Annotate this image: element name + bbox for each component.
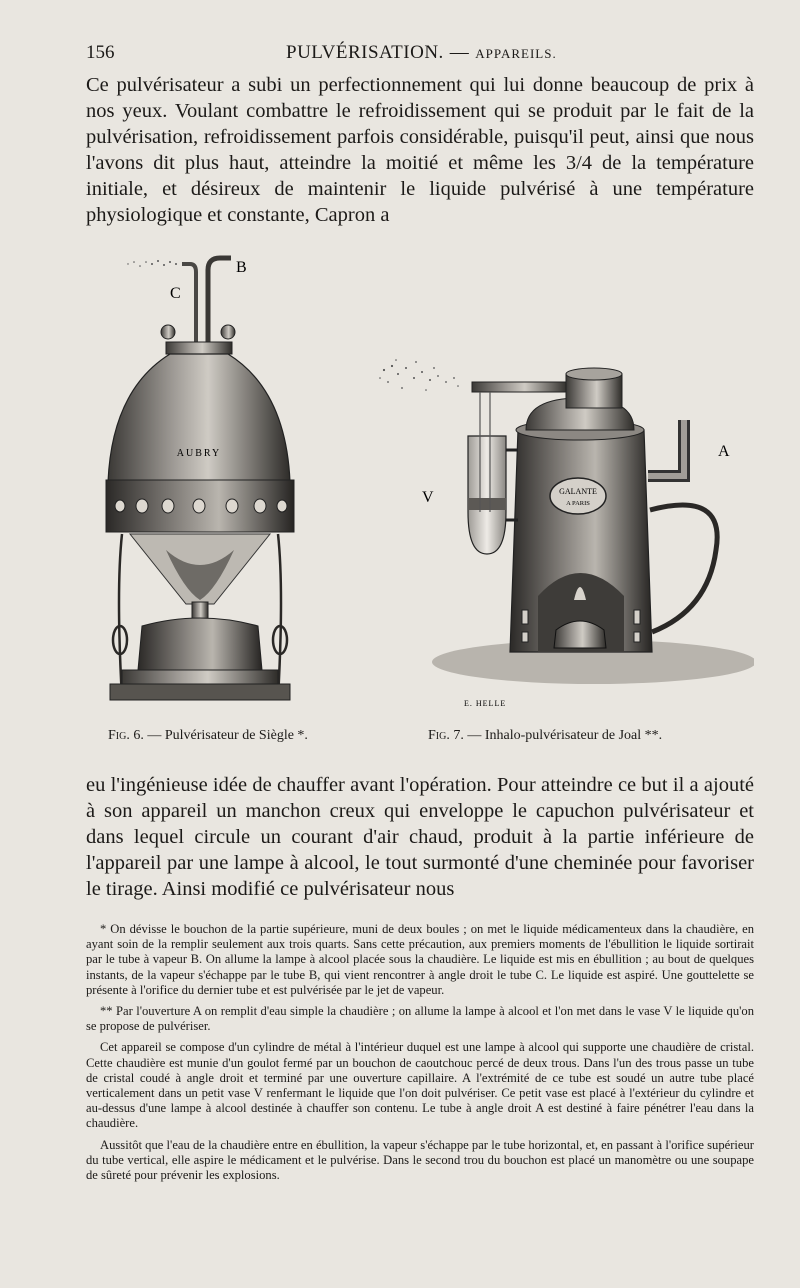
body-paragraph-top: Ce pulvérisateur a subi un perfectionnement qui lui donne beaucoup de prix à nos yeux. Voulant combattre le refroidissement qui se produit par le fait de la pulvérisation, refroidissement parfois considérable, puisqu'il peut, ainsi que nous l'avons dit plus haut, atteindre la moitié et même les 3/4 de la température initiale, et désireux de maintenir le liquide pulvérisé à une température physiologique et constante, Capron a <box>86 74 754 226</box>
filler-tube-a <box>648 420 684 476</box>
figure-7-joal-inhaler <box>379 359 754 708</box>
running-title <box>286 42 557 64</box>
section-title: APPAREILS. <box>475 46 557 61</box>
knob-left <box>161 325 175 339</box>
body-paragraph-middle: eu l'ingénieuse idée de chauffer avant l'opération. Pour atteindre ce but il a ajouté à son appareil un manchon creux qui enveloppe le capuchon pulvérisateur et dans lequel circule un courant d'air chaud, produit à la partie inférieure de l'appareil par une lampe à alcool, le tout surmonté d'une cheminée pour favoriser le tirage. Ainsi modifié ce pulvérisateur nous <box>86 774 754 900</box>
vapor-spray <box>127 260 177 267</box>
label-c: C <box>170 285 181 302</box>
engraver-signature: E. HELLE <box>464 699 507 708</box>
figure-6-siegle-sprayer <box>106 258 294 700</box>
knob-right <box>221 325 235 339</box>
footnote-2: ** Par l'ouverture A on remplit d'eau simple la chaudière ; on allume la lampe à alcool et l'on met dans le vase V le liquide qu'on se propose de pulvériser. <box>86 1004 754 1034</box>
spray-cloud <box>379 359 459 391</box>
handle <box>650 505 717 632</box>
caption-6-number: Fig. 6. <box>108 728 144 743</box>
footnote-1: * On dévisse le bouchon de la partie supérieure, muni de deux boules ; on met le liquide médicamenteux dans la chaudière, en ayant soin de la remplir seulement aux trois quarts. Sans cette précaution, aux premiers moments de l'ébullition le liquide sortirait par le tube à vapeur B. On allume la lampe à alcool placée sous la chaudière. Le liquide est mis en ébullition ; au bout de quelques instants, de la vapeur s'échappe par le tube B, qui vient rencontrer à angle droit le tube C. Le liquide est aspiré. Une gouttelette se présente à l'orifice du dernier tube et est pulvérisée par le jet de vapeur. <box>86 922 754 997</box>
neck-cap <box>566 368 622 380</box>
alcohol-lamp <box>138 618 262 670</box>
running-header <box>86 42 754 66</box>
footnote-4: Aussitôt que l'eau de la chaudière entre en ébullition, la vapeur s'échappe par le tube horizontal, et, en passant à l'orifice supérieur du tube vertical, elle aspire le médicament et le pulvérise. Dans le second trou du bouchon est placé un manomètre ou une soupape de sûreté pour prévenir les explosions. <box>86 1137 754 1183</box>
label-b: B <box>236 259 247 276</box>
title-separator: — <box>449 42 470 63</box>
label-v: V <box>422 489 434 506</box>
figures-illustration <box>86 250 754 710</box>
caption-7-number: Fig. 7. <box>428 728 464 743</box>
glass-vase-v <box>468 436 506 554</box>
label-a: A <box>718 443 730 460</box>
top-collar <box>166 342 232 354</box>
page-number: 156 <box>86 42 115 63</box>
maker-badge <box>550 478 606 514</box>
boiler-dome <box>108 354 290 482</box>
lamp-base <box>122 670 278 684</box>
caption-figure-6 <box>108 728 308 744</box>
footnote-3: Cet appareil se compose d'un cylindre de métal à l'intérieur duquel est une lampe à alcool qui supporte une chaudière de cristal. Cette chaudière est munie d'un goulot fermé par un bouchon de caoutchouc percé de deux trous. Dans l'un des trous passe un tube de cristal coudé à angle droit et terminé par une ouverture capillaire. A l'extrémité de ce tube est soudé un autre tube placé verticalement dans un petit vase V renfermant le liquide que l'on doit pulvériser. Ce petit vase est placé à l'extérieur du cylindre et au-dessus d'une lampe à alcool destinée à chauffer son contenu. Le tube à angle droit A est destiné à faire pénétrer l'eau dans la chaudière. <box>86 1040 754 1131</box>
maker-mark: AUBRY <box>176 448 222 459</box>
band-vents <box>115 499 287 513</box>
stand-base <box>110 684 290 700</box>
badge-line-2: A PARIS <box>566 500 590 507</box>
chapter-title: PULVÉRISATION. <box>286 42 444 63</box>
horizontal-steam-tube <box>472 382 568 392</box>
caption-figure-7 <box>428 728 662 744</box>
vase-band <box>468 498 506 510</box>
caption-7-text: — Inhalo-pulvérisateur de Joal **. <box>467 728 663 743</box>
badge-line-1: GALANTE <box>559 487 597 496</box>
footnotes <box>86 922 754 1189</box>
caption-6-text: — Pulvérisateur de Siègle *. <box>147 728 308 743</box>
